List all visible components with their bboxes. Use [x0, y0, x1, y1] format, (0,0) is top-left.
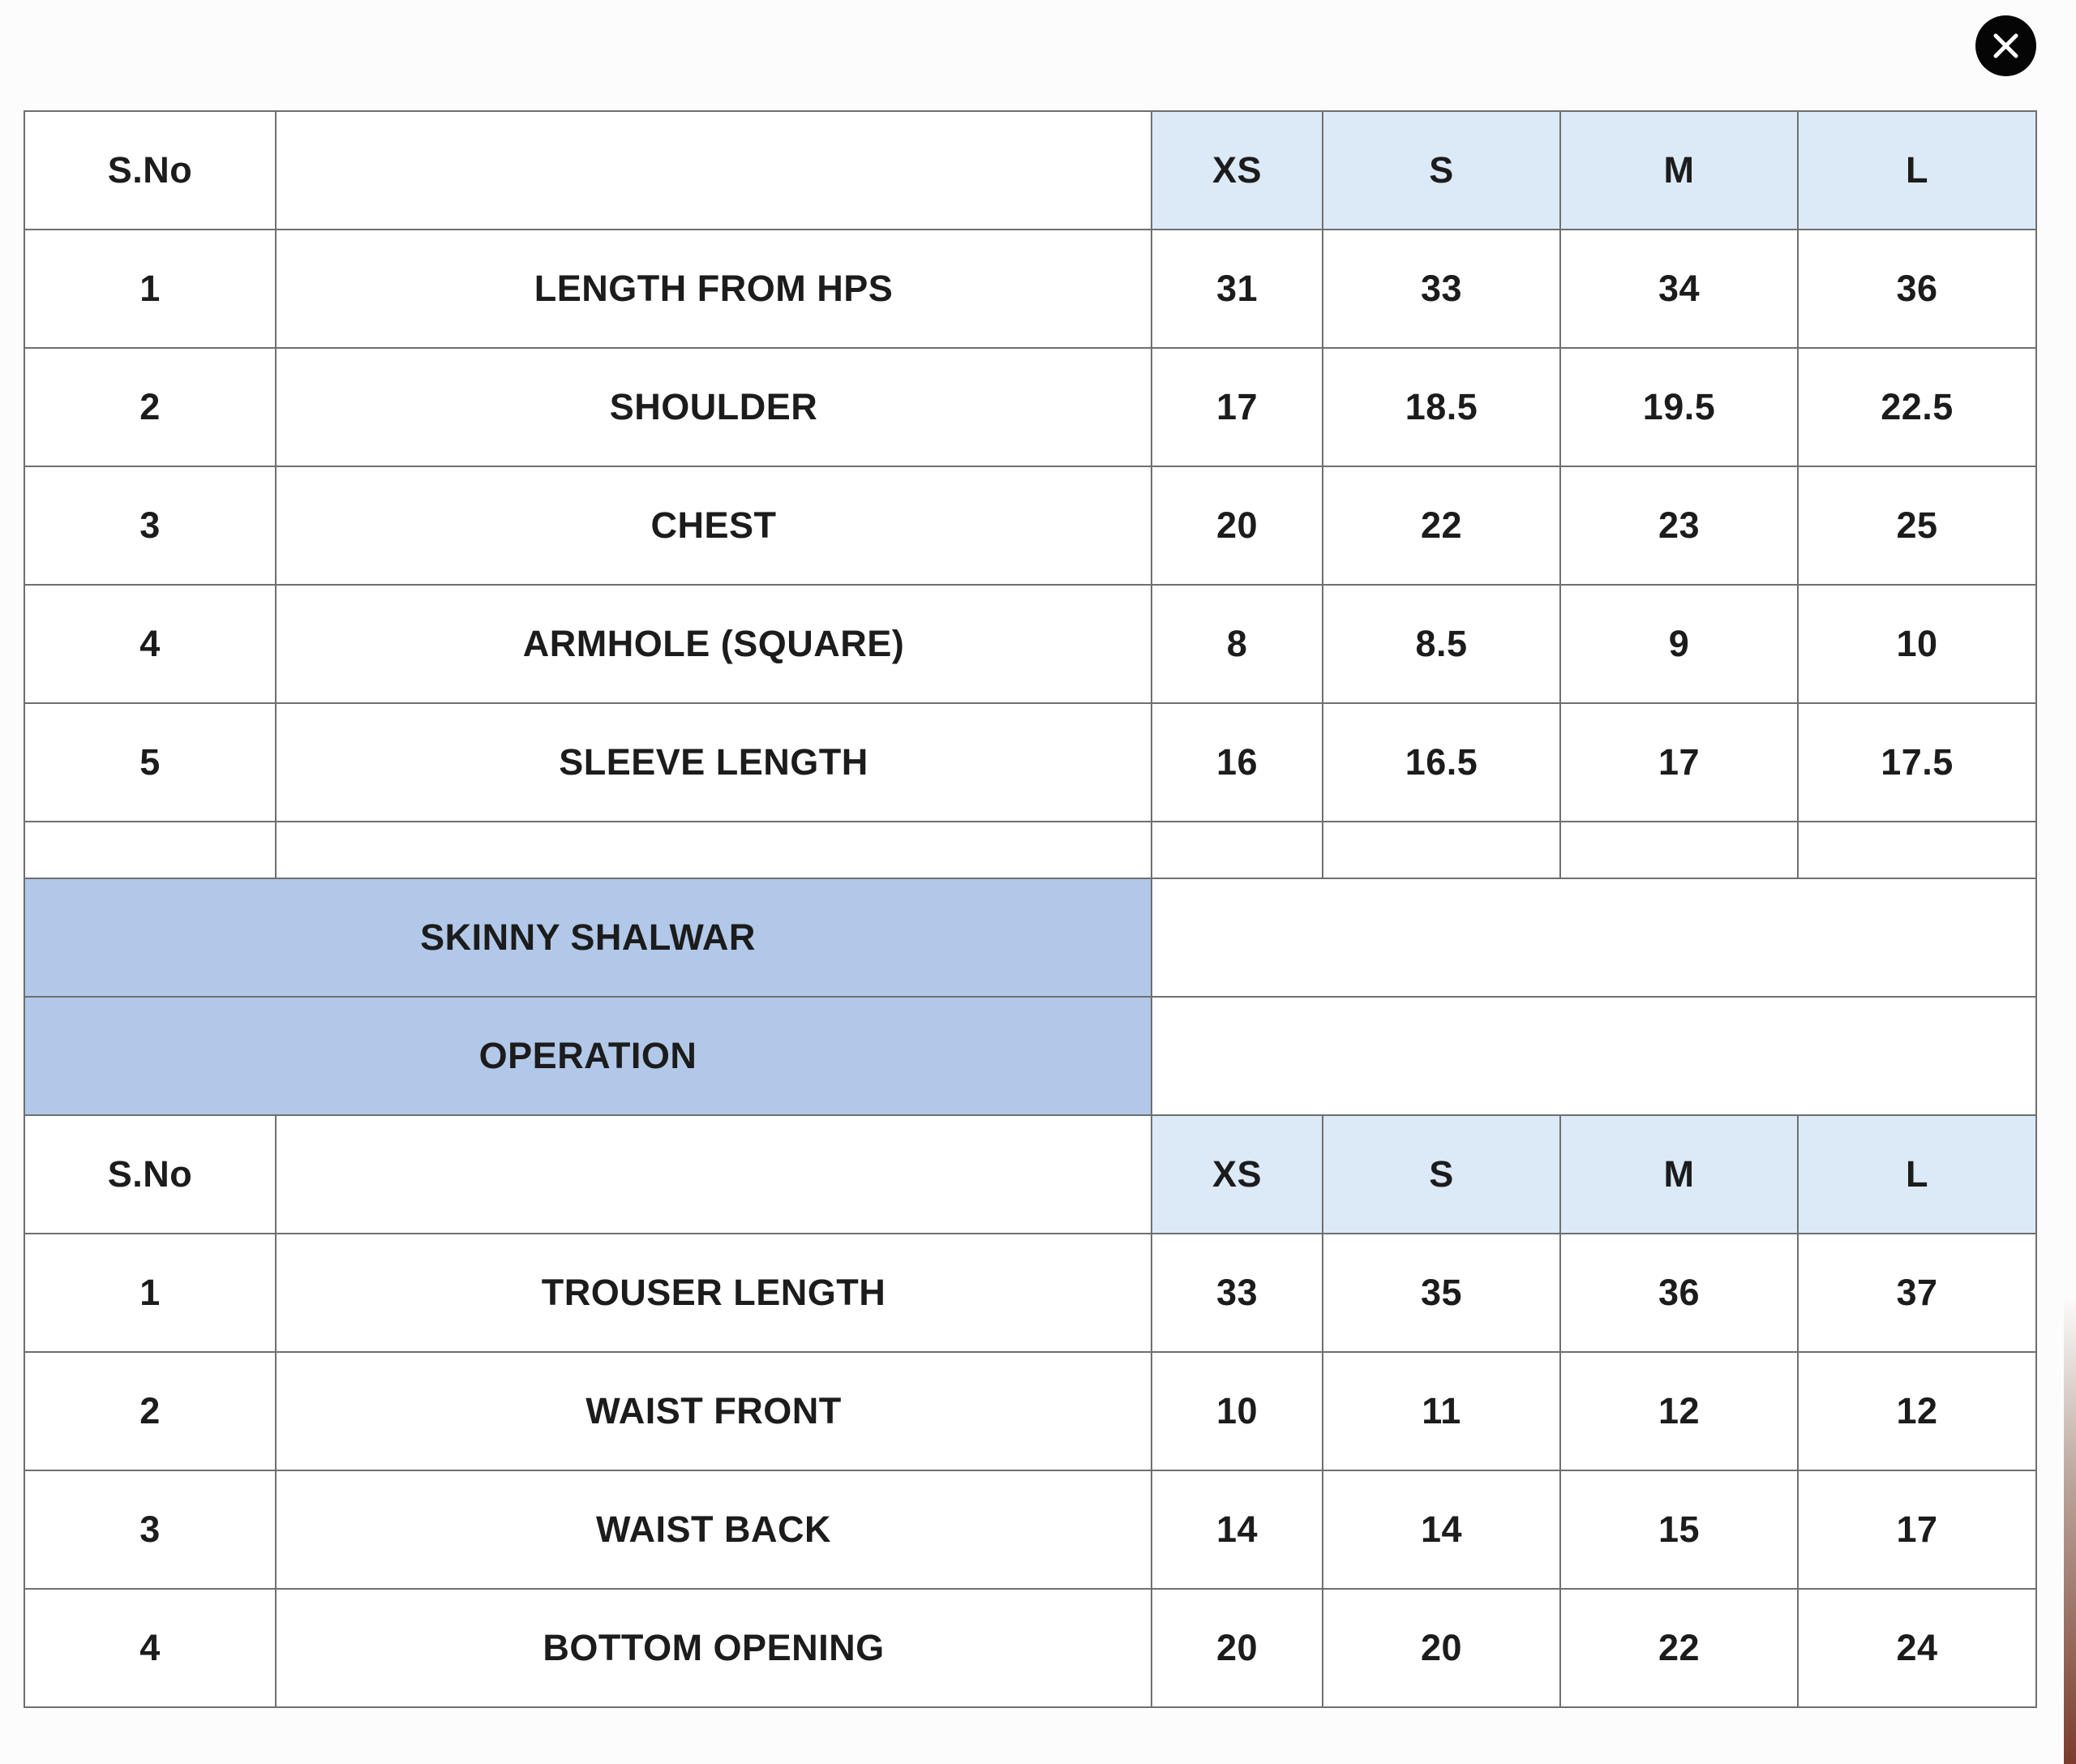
- value-m: 17: [1560, 703, 1798, 822]
- value-s: 11: [1323, 1352, 1560, 1470]
- spacer-cell: [1323, 822, 1560, 878]
- blank-cell: [1152, 997, 2036, 1115]
- row-sno: 3: [24, 466, 276, 585]
- header-sno: S.No: [24, 1115, 276, 1234]
- header-sno: S.No: [24, 111, 276, 230]
- row-sno: 2: [24, 1352, 276, 1470]
- row-measurement: SLEEVE LENGTH: [276, 703, 1152, 822]
- section-subtitle: OPERATION: [24, 997, 1152, 1115]
- value-l: 12: [1798, 1352, 2036, 1470]
- row-sno: 5: [24, 703, 276, 822]
- value-l: 24: [1798, 1589, 2036, 1707]
- value-s: 18.5: [1323, 348, 1560, 466]
- spacer-cell: [24, 822, 276, 878]
- value-xs: 31: [1152, 230, 1323, 348]
- spacer-cell: [1560, 822, 1798, 878]
- value-xs: 16: [1152, 703, 1323, 822]
- row-sno: 2: [24, 348, 276, 466]
- trouser-header-row: [24, 1115, 2036, 1234]
- header-size-m: M: [1560, 1115, 1798, 1234]
- row-measurement: WAIST FRONT: [276, 1352, 1152, 1470]
- row-measurement: TROUSER LENGTH: [276, 1234, 1152, 1352]
- table-row: [24, 348, 2036, 466]
- value-m: 22: [1560, 1589, 1798, 1707]
- value-xs: 10: [1152, 1352, 1323, 1470]
- table-row: [24, 585, 2036, 703]
- value-s: 35: [1323, 1234, 1560, 1352]
- table-row: [24, 1234, 2036, 1352]
- row-measurement: LENGTH FROM HPS: [276, 230, 1152, 348]
- value-l: 36: [1798, 230, 2036, 348]
- value-l: 10: [1798, 585, 2036, 703]
- table-row: [24, 1352, 2036, 1470]
- header-size-m: M: [1560, 111, 1798, 230]
- value-l: 17: [1798, 1470, 2036, 1589]
- blank-cell: [1152, 878, 2036, 997]
- header-measurement: [276, 111, 1152, 230]
- value-xs: 17: [1152, 348, 1323, 466]
- close-icon: [1975, 15, 2036, 76]
- row-sno: 4: [24, 1589, 276, 1707]
- row-sno: 3: [24, 1470, 276, 1589]
- header-size-s: S: [1323, 111, 1560, 230]
- value-xs: 20: [1152, 466, 1323, 585]
- value-m: 9: [1560, 585, 1798, 703]
- shirt-header-row: [24, 111, 2036, 230]
- row-measurement: BOTTOM OPENING: [276, 1589, 1152, 1707]
- header-size-xs: XS: [1152, 111, 1323, 230]
- row-measurement: ARMHOLE (SQUARE): [276, 585, 1152, 703]
- value-xs: 33: [1152, 1234, 1323, 1352]
- spacer-cell: [1152, 822, 1323, 878]
- value-l: 25: [1798, 466, 2036, 585]
- value-s: 8.5: [1323, 585, 1560, 703]
- row-measurement: CHEST: [276, 466, 1152, 585]
- row-sno: 1: [24, 1234, 276, 1352]
- header-size-s: S: [1323, 1115, 1560, 1234]
- value-m: 12: [1560, 1352, 1798, 1470]
- header-size-l: L: [1798, 111, 2036, 230]
- value-l: 37: [1798, 1234, 2036, 1352]
- value-s: 16.5: [1323, 703, 1560, 822]
- size-chart-table: [24, 110, 2037, 1708]
- row-measurement: SHOULDER: [276, 348, 1152, 466]
- value-s: 22: [1323, 466, 1560, 585]
- table-row: [24, 1470, 2036, 1589]
- spacer-cell: [1798, 822, 2036, 878]
- value-s: 33: [1323, 230, 1560, 348]
- value-s: 14: [1323, 1470, 1560, 1589]
- value-xs: 8: [1152, 585, 1323, 703]
- value-m: 36: [1560, 1234, 1798, 1352]
- header-size-xs: XS: [1152, 1115, 1323, 1234]
- value-xs: 20: [1152, 1589, 1323, 1707]
- value-s: 20: [1323, 1589, 1560, 1707]
- value-l: 17.5: [1798, 703, 2036, 822]
- close-button[interactable]: [1975, 15, 2036, 76]
- section-subtitle-row: [24, 997, 2036, 1115]
- value-xs: 14: [1152, 1470, 1323, 1589]
- value-m: 34: [1560, 230, 1798, 348]
- header-size-l: L: [1798, 1115, 2036, 1234]
- section-title-row: [24, 878, 2036, 997]
- header-measurement: [276, 1115, 1152, 1234]
- spacer-row: [24, 822, 2036, 878]
- table-row: [24, 1589, 2036, 1707]
- value-m: 15: [1560, 1470, 1798, 1589]
- spacer-cell: [276, 822, 1152, 878]
- value-m: 19.5: [1560, 348, 1798, 466]
- row-sno: 1: [24, 230, 276, 348]
- table-row: [24, 230, 2036, 348]
- row-sno: 4: [24, 585, 276, 703]
- table-row: [24, 703, 2036, 822]
- value-m: 23: [1560, 466, 1798, 585]
- row-measurement: WAIST BACK: [276, 1470, 1152, 1589]
- section-title: SKINNY SHALWAR: [24, 878, 1152, 997]
- table-row: [24, 466, 2036, 585]
- background-edge: [2064, 1298, 2076, 1764]
- value-l: 22.5: [1798, 348, 2036, 466]
